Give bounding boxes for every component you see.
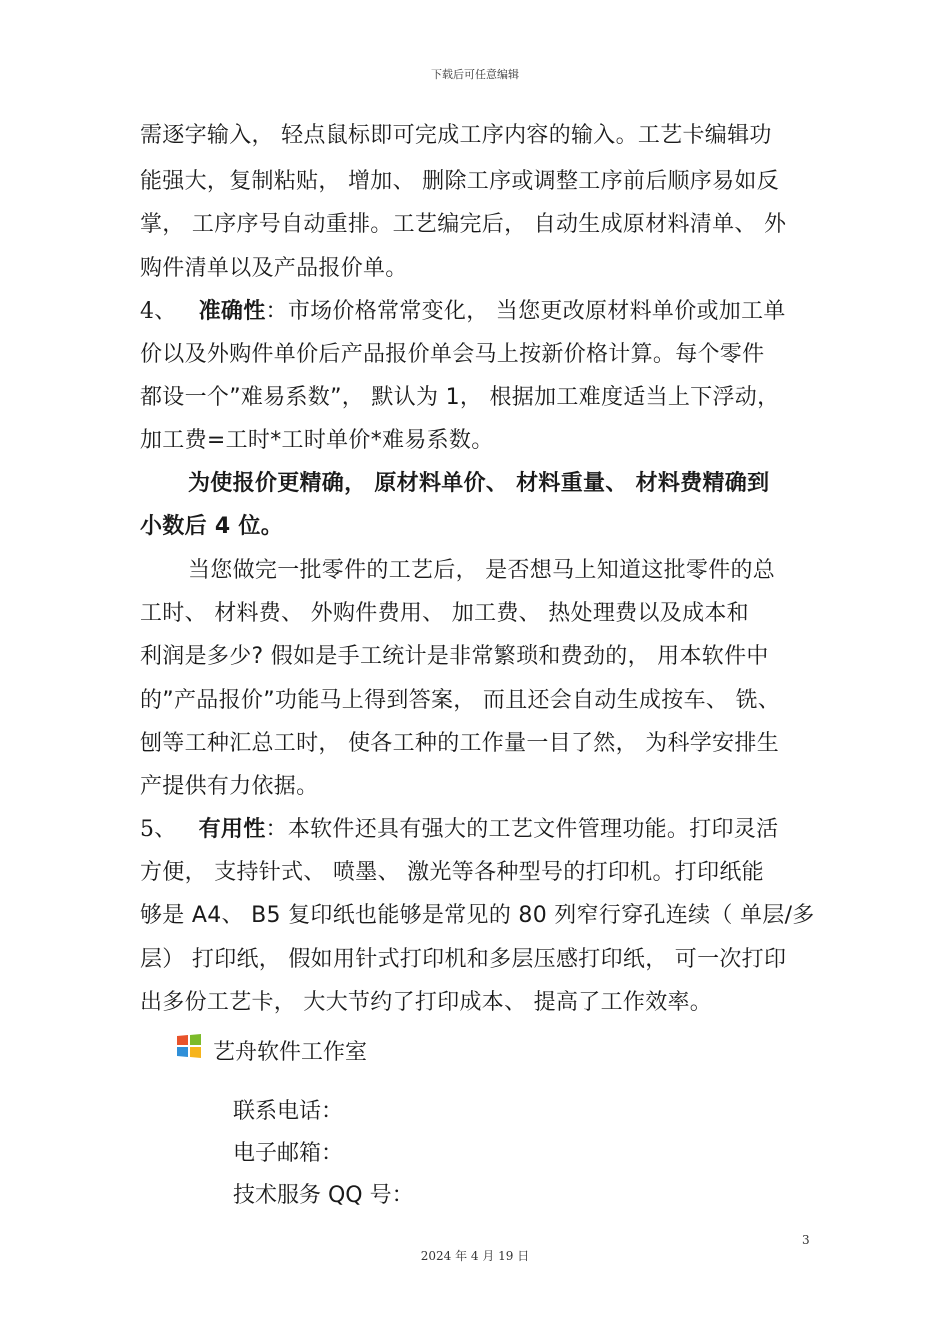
item-5-first-line — [140, 815, 778, 845]
windows-logo-icon — [176, 1034, 202, 1058]
item-4-line: 都设一个”难易系数”， 默认为 1， 根据加工难度适当上下浮动， — [140, 385, 780, 410]
item-4-title: 准确性 — [198, 299, 266, 324]
contact-qq-label: 技术服务 QQ 号： — [233, 1183, 414, 1208]
para2-line: 刨等工种汇总工时， 使各工种的工作量一目了然， 为科学安排生 — [140, 731, 779, 756]
item-4-line: 加工费=工时*工时单价*难易系数。 — [140, 428, 494, 453]
bold-para-line: 为使报价更精确， 原材料单价、 材料重量、 材料费精确到 — [188, 471, 770, 496]
body-line: 能强大，复制粘贴， 增加、 删除工序或调整工序前后顺序易如反 — [140, 169, 779, 194]
para2-line: 产提供有力依据。 — [140, 774, 319, 799]
item-4-number: 4、 — [140, 299, 177, 324]
item-5-line: 出多份工艺卡， 大大节约了打印成本、 提高了工作效率。 — [140, 990, 713, 1015]
contact-phone-label: 联系电话： — [233, 1099, 344, 1124]
logo-red-pane — [177, 1035, 188, 1045]
item-5-number: 5、 — [140, 817, 177, 842]
studio-name: 艺舟软件工作室 — [213, 1040, 368, 1065]
logo-blue-pane — [177, 1047, 188, 1057]
item-4-line: 价以及外购件单价后产品报价单会马上按新价格计算。每个零件 — [140, 342, 765, 367]
para2-line: 工时、 材料费、 外购件费用、 加工费、 热处理费以及成本和 — [140, 601, 749, 626]
logo-yellow-pane — [190, 1047, 201, 1058]
item-4-first-line — [140, 297, 786, 327]
body-line: 购件清单以及产品报价单。 — [140, 256, 408, 281]
page-footer-date: 2024 年 4 月 19 日 — [420, 1249, 530, 1263]
page-header: 下载后可任意编辑 — [431, 68, 519, 81]
para2-line: 的”产品报价”功能马上得到答案， 而且还会自动生成按车、 铣、 — [140, 688, 781, 713]
item-5-line: 够是 A4、 B5 复印纸也能够是常见的 80 列窄行穿孔连续（ 单层/多 — [140, 903, 815, 928]
para2-line: 利润是多少? 假如是手工统计是非常繁琐和费劲的， 用本软件中 — [140, 644, 769, 669]
logo-green-pane — [190, 1034, 201, 1045]
para2-line: 当您做完一批零件的工艺后， 是否想马上知道这批零件的总 — [188, 558, 776, 583]
bold-para-line: 小数后 4 位。 — [140, 514, 284, 539]
contact-email-label: 电子邮箱： — [233, 1141, 344, 1166]
item-5-title: 有用性 — [198, 817, 266, 842]
body-line: 需逐字输入， 轻点鼠标即可完成工序内容的输入。工艺卡编辑功 — [140, 123, 772, 148]
item-5-text: ：本软件还具有强大的工艺文件管理功能。打印灵活 — [265, 817, 779, 842]
item-4-text: ：市场价格常常变化， 当您更改原材料单价或加工单 — [265, 299, 786, 324]
body-line: 掌， 工序序号自动重排。工艺编完后， 自动生成原材料清单、 外 — [140, 212, 787, 237]
page-number: 3 — [802, 1233, 810, 1247]
item-5-line: 层） 打印纸， 假如用针式打印机和多层压感打印纸， 可一次打印 — [140, 947, 787, 972]
item-5-line: 方便， 支持针式、 喷墨、 激光等各种型号的打印机。打印纸能 — [140, 860, 764, 885]
